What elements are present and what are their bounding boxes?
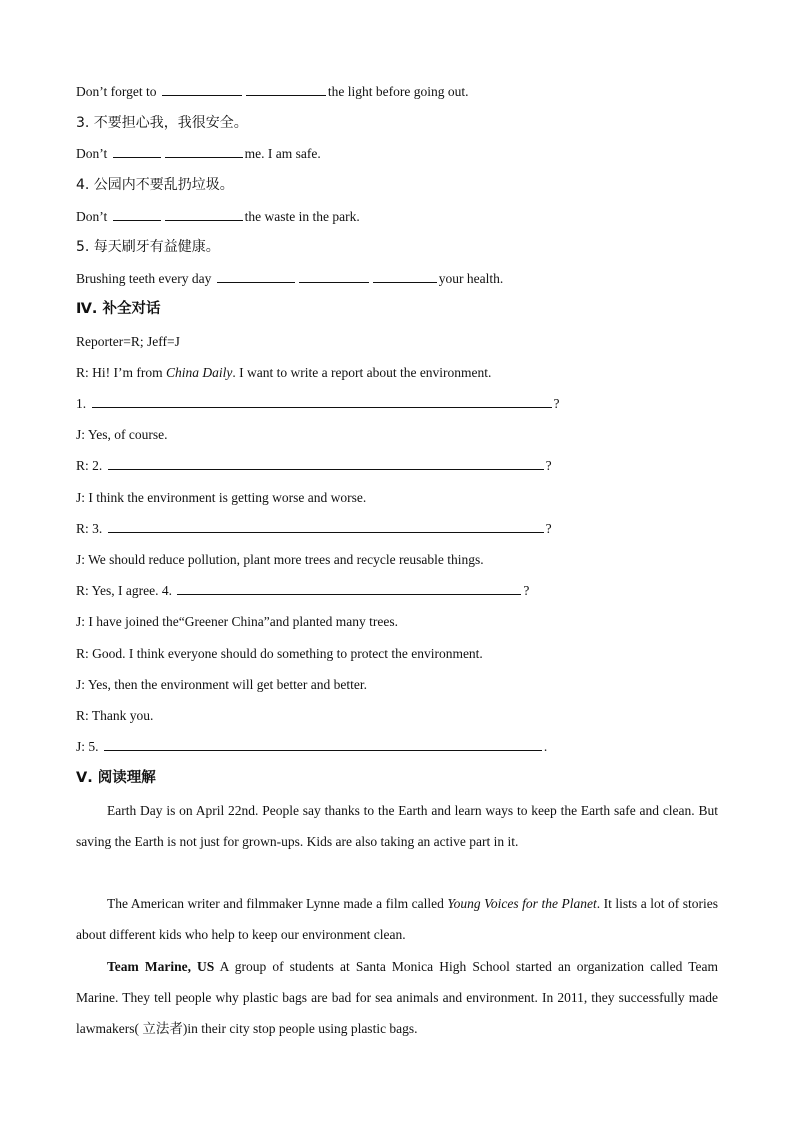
answer-blank[interactable] (92, 395, 552, 408)
answer-blank[interactable] (177, 582, 521, 595)
dialogue-line: J: Yes, then the environment will get better and better. (76, 677, 367, 692)
question-4: 4. 公园内不要乱扔垃圾。 (76, 177, 234, 193)
section-5-heading: Ⅴ. 阅读理解 (76, 770, 156, 786)
question-3: 3. 不要担心我，我很安全。 (76, 115, 248, 131)
answer-blank[interactable] (165, 145, 243, 158)
answer-blank[interactable] (217, 270, 295, 283)
answer-blank[interactable] (299, 270, 369, 283)
dialogue-roles: Reporter=R; Jeff=J (76, 334, 180, 349)
exercise-line-5: Brushing teeth every day your health. (76, 271, 504, 286)
answer-blank[interactable] (373, 270, 437, 283)
dialogue-line: J: We should reduce pollution, plant more trees and recycle reusable things. (76, 552, 484, 567)
answer-blank[interactable] (113, 145, 161, 158)
dialogue-line: R: Good. I think everyone should do something to protect the environment. (76, 646, 483, 661)
dialogue-line: R: Thank you. (76, 708, 154, 723)
section-4-heading: Ⅳ. 补全对话 (76, 301, 161, 317)
reading-paragraph-3: Team Marine, US A group of students at Santa Monica High School started an organization called Team Marine. They tell people why plastic bags are bad for sea animals and environment. In 2011, they successfully made lawmakers( 立法者)in their city stop people using plastic bags. (76, 959, 718, 1036)
answer-blank[interactable] (104, 738, 542, 751)
dialogue-blank-2: R: 2. ? (76, 458, 552, 473)
reading-paragraph-2: The American writer and filmmaker Lynne made a film called Young Voices for the Planet. It lists a lot of stories about different kids who help to keep our environment clean. (76, 896, 719, 942)
answer-blank[interactable] (165, 208, 243, 221)
dialogue-line: J: I think the environment is getting worse and worse. (76, 490, 367, 505)
dialogue-blank-1: 1. ? (76, 396, 560, 411)
dialogue-line: J: I have joined the“Greener China”and planted many trees. (76, 614, 398, 629)
reading-paragraph-1: Earth Day is on April 22nd. People say thanks to the Earth and learn ways to keep the Earth safe and clean. But saving the Earth is not just for grown-ups. Kids are also taking an active part in it. (76, 803, 718, 849)
answer-blank[interactable] (113, 208, 161, 221)
exercise-line-4: Don’t the waste in the park. (76, 209, 360, 224)
dialogue-line: J: Yes, of course. (76, 427, 168, 442)
answer-blank[interactable] (108, 457, 544, 470)
dialogue-blank-4: R: Yes, I agree. 4. ? (76, 583, 530, 598)
exercise-line-2: Don’t forget to the light before going out. (76, 84, 469, 99)
answer-blank[interactable] (162, 83, 242, 96)
question-5: 5. 每天刷牙有益健康。 (76, 239, 220, 255)
answer-blank[interactable] (246, 83, 326, 96)
exercise-line-3: Don’t me. I am safe. (76, 146, 321, 161)
dialogue-blank-5: J: 5. . (76, 739, 548, 754)
dialogue-blank-3: R: 3. ? (76, 521, 552, 536)
dialogue-intro: R: Hi! I’m from China Daily. I want to write a report about the environment. (76, 365, 492, 380)
answer-blank[interactable] (108, 520, 544, 533)
